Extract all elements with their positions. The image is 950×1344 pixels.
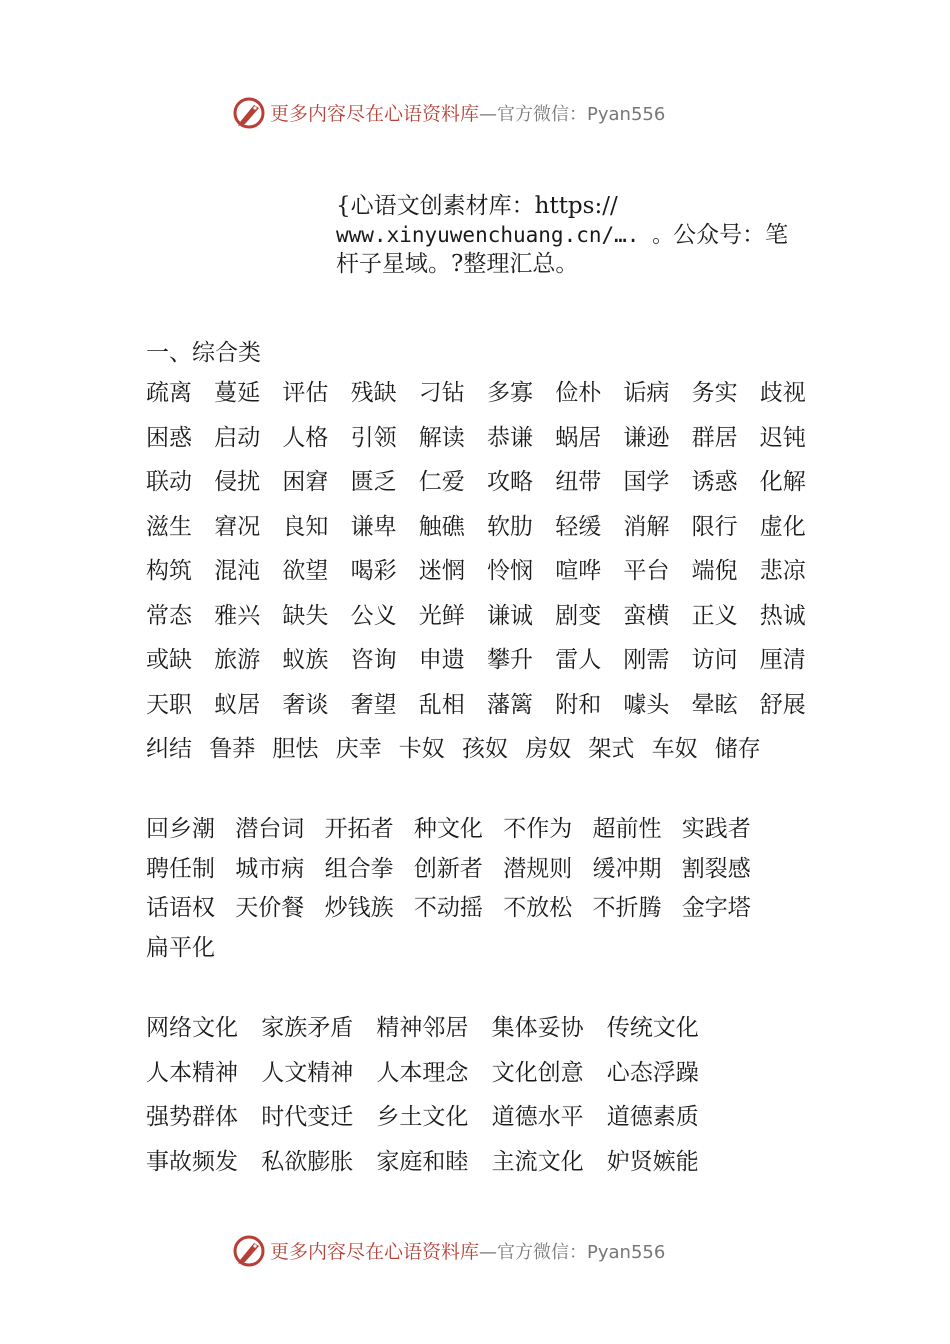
word-item: 正义	[691, 602, 738, 629]
word-item: 城市病	[235, 855, 305, 882]
word-item: 攻略	[487, 469, 533, 495]
word-item: 蔓延	[214, 380, 261, 406]
word-item: 端倪	[691, 558, 738, 584]
word-item: 精神邻居	[376, 1015, 469, 1041]
word-item: 群居	[691, 424, 738, 451]
word-item: 天价餐	[235, 895, 305, 922]
intro-line-3-text: 杆子星域。?整理汇总。	[336, 251, 579, 277]
word-item: 事故频发	[146, 1148, 238, 1175]
word-item: 光鲜	[418, 602, 465, 629]
word-item: 消解	[623, 513, 670, 540]
word-item: 侵扰	[214, 469, 261, 495]
word-item: 纽带	[555, 469, 602, 495]
word-item: 实践者	[681, 816, 751, 842]
word-item: 限行	[691, 513, 738, 540]
banner-dash: —	[479, 1242, 498, 1263]
intro-block	[336, 192, 816, 279]
word-item: 不折腾	[592, 895, 662, 922]
word-item: 解读	[418, 424, 465, 451]
word-item: 创新者	[413, 855, 483, 882]
word-item: 攀升	[487, 647, 533, 673]
word-item: 恭谦	[487, 424, 533, 451]
word-item: 妒贤嫉能	[606, 1148, 699, 1175]
banner-text	[270, 102, 665, 127]
word-item: 晕眩	[691, 691, 738, 718]
word-item: 怜悯	[487, 558, 533, 584]
word-item: 卡奴	[398, 736, 445, 762]
word-item: 评估	[282, 380, 329, 406]
word-item: 不放松	[503, 895, 573, 922]
word-item: 蜗居	[555, 424, 602, 451]
word-item: 剧变	[555, 602, 602, 629]
word-item: 天职	[146, 691, 192, 718]
word-item: 道德水平	[491, 1104, 584, 1130]
word-item: 触礁	[418, 513, 465, 540]
banner-wechat-id: Pyan556	[587, 1242, 666, 1263]
footer-banner	[0, 1232, 950, 1272]
word-item: 强势群体	[146, 1104, 238, 1130]
word-item: 割裂感	[681, 855, 751, 882]
word-item: 人文精神	[261, 1059, 354, 1086]
word-item: 孩奴	[462, 736, 508, 762]
word-item: 滋生	[146, 513, 192, 540]
word-item: 轻缓	[555, 513, 602, 540]
word-item: 谦逊	[623, 424, 670, 451]
word-item: 软肋	[487, 513, 533, 540]
word-item: 迷惘	[418, 558, 465, 584]
word-item: 炒钱族	[324, 895, 394, 922]
pen-logo-icon	[232, 96, 266, 130]
word-item: 缺失	[282, 602, 329, 629]
word-item: 启动	[214, 424, 261, 451]
word-item: 乡土文化	[376, 1104, 469, 1130]
word-item: 家庭和睦	[376, 1148, 469, 1175]
intro-line-1	[336, 192, 816, 221]
word-item: 雅兴	[214, 602, 261, 629]
word-item: 开拓者	[324, 816, 394, 842]
word-item: 回乡潮	[146, 816, 215, 842]
word-item: 困窘	[282, 469, 329, 495]
word-item: 房奴	[525, 736, 572, 762]
word-item: 悲凉	[759, 558, 806, 584]
word-item: 国学	[623, 469, 670, 495]
word-item: 不动摇	[413, 895, 483, 922]
word-item: 化解	[759, 469, 806, 495]
word-item: 访问	[691, 647, 738, 673]
word-item: 歧视	[759, 380, 806, 406]
word-item: 金字塔	[681, 895, 751, 922]
word-item: 储存	[714, 736, 761, 762]
word-item: 时代变迁	[261, 1104, 354, 1130]
word-item: 架式	[588, 736, 635, 762]
word-item: 缓冲期	[592, 855, 662, 882]
pen-logo-icon	[232, 1234, 266, 1268]
word-item: 种文化	[413, 816, 483, 842]
word-item: 混沌	[214, 558, 261, 584]
banner-brand: 更多内容尽在心语资料库	[270, 1241, 480, 1263]
word-item: 奢望	[350, 691, 397, 718]
word-item: 困惑	[146, 424, 192, 451]
word-item: 人格	[282, 424, 329, 451]
intro-line-2-rest: 公众号：笔	[673, 222, 789, 248]
word-item: 刁钻	[418, 380, 465, 406]
intro-line-3	[336, 250, 816, 279]
word-item: 俭朴	[555, 380, 602, 406]
word-item: 道德素质	[606, 1104, 699, 1130]
word-item: 虚化	[759, 513, 806, 540]
word-item: 刚需	[623, 647, 670, 673]
word-item: 不作为	[503, 816, 573, 842]
word-item: 仁爱	[418, 469, 465, 495]
word-item: 蚁族	[282, 647, 329, 673]
intro-line-2	[336, 221, 816, 250]
word-item: 人本理念	[376, 1059, 469, 1086]
word-item: 诟病	[623, 380, 670, 406]
intro-url: www.xinyuwenchuang.cn/…. 。	[336, 223, 674, 247]
section-title: 一、综合类	[146, 340, 261, 366]
word-item: 联动	[146, 469, 192, 495]
word-item: 疏离	[146, 380, 192, 406]
word-item: 主流文化	[491, 1148, 584, 1175]
banner-wechat-label: 官方微信：	[497, 104, 588, 125]
banner-dash: —	[479, 104, 498, 125]
word-item: 私欲膨胀	[261, 1148, 354, 1175]
word-item: 构筑	[146, 558, 192, 584]
word-item: 庆幸	[335, 736, 382, 762]
word-item: 胆怯	[272, 736, 319, 762]
word-item: 平台	[623, 558, 670, 584]
word-item: 扁平化	[146, 935, 215, 962]
word-item: 厘清	[759, 647, 806, 673]
word-item: 潜规则	[503, 855, 573, 882]
word-item: 喧哗	[555, 558, 602, 584]
word-item: 热诚	[759, 602, 806, 629]
word-item: 舒展	[759, 691, 806, 718]
banner-wechat-label: 官方微信：	[497, 1242, 588, 1263]
word-item: 潜台词	[235, 816, 305, 842]
word-item: 车奴	[651, 736, 698, 762]
word-item: 蚁居	[214, 691, 261, 718]
word-item: 集体妥协	[491, 1015, 584, 1041]
word-item: 匮乏	[350, 469, 397, 495]
word-item: 噱头	[623, 691, 670, 718]
word-item: 纠结	[146, 736, 192, 762]
word-item: 窘况	[214, 513, 261, 540]
word-item: 引领	[350, 424, 397, 451]
word-item: 网络文化	[146, 1015, 238, 1041]
word-item: 诱惑	[691, 469, 738, 495]
word-item: 鲁莽	[209, 736, 256, 762]
intro-line-1-text: {心语文创素材库：https://	[336, 193, 618, 219]
word-item: 心态浮躁	[606, 1059, 699, 1086]
header-banner	[0, 94, 950, 134]
banner-text	[270, 1240, 665, 1265]
word-item: 旅游	[214, 647, 261, 673]
word-item: 迟钝	[759, 424, 806, 451]
word-item: 蛮横	[623, 602, 670, 629]
word-item: 谦卑	[350, 513, 397, 540]
word-item: 超前性	[592, 816, 662, 842]
word-item: 组合拳	[324, 855, 394, 882]
word-item: 家族矛盾	[261, 1015, 354, 1041]
word-item: 喝彩	[350, 558, 397, 584]
word-item: 咨询	[350, 647, 397, 673]
word-item: 欲望	[282, 558, 329, 584]
banner-wechat-id: Pyan556	[587, 104, 666, 125]
word-item: 人本精神	[146, 1059, 238, 1086]
word-item: 奢谈	[282, 691, 329, 718]
word-item: 话语权	[146, 895, 215, 922]
word-item: 务实	[691, 380, 738, 406]
word-item: 文化创意	[491, 1059, 584, 1086]
banner-brand: 更多内容尽在心语资料库	[270, 103, 480, 125]
word-item: 谦诚	[487, 602, 533, 629]
word-item: 申遗	[418, 647, 465, 673]
word-item: 雷人	[555, 647, 602, 673]
word-item: 聘任制	[146, 855, 215, 882]
word-item: 常态	[146, 602, 192, 629]
word-item: 藩篱	[487, 691, 533, 718]
word-item: 传统文化	[606, 1015, 699, 1041]
word-item: 良知	[282, 513, 329, 540]
word-item: 或缺	[146, 647, 192, 673]
word-item: 残缺	[350, 380, 397, 406]
word-item: 公义	[350, 602, 397, 629]
word-item: 多寡	[487, 380, 533, 406]
word-item: 附和	[555, 691, 602, 718]
word-item: 乱相	[418, 691, 465, 718]
